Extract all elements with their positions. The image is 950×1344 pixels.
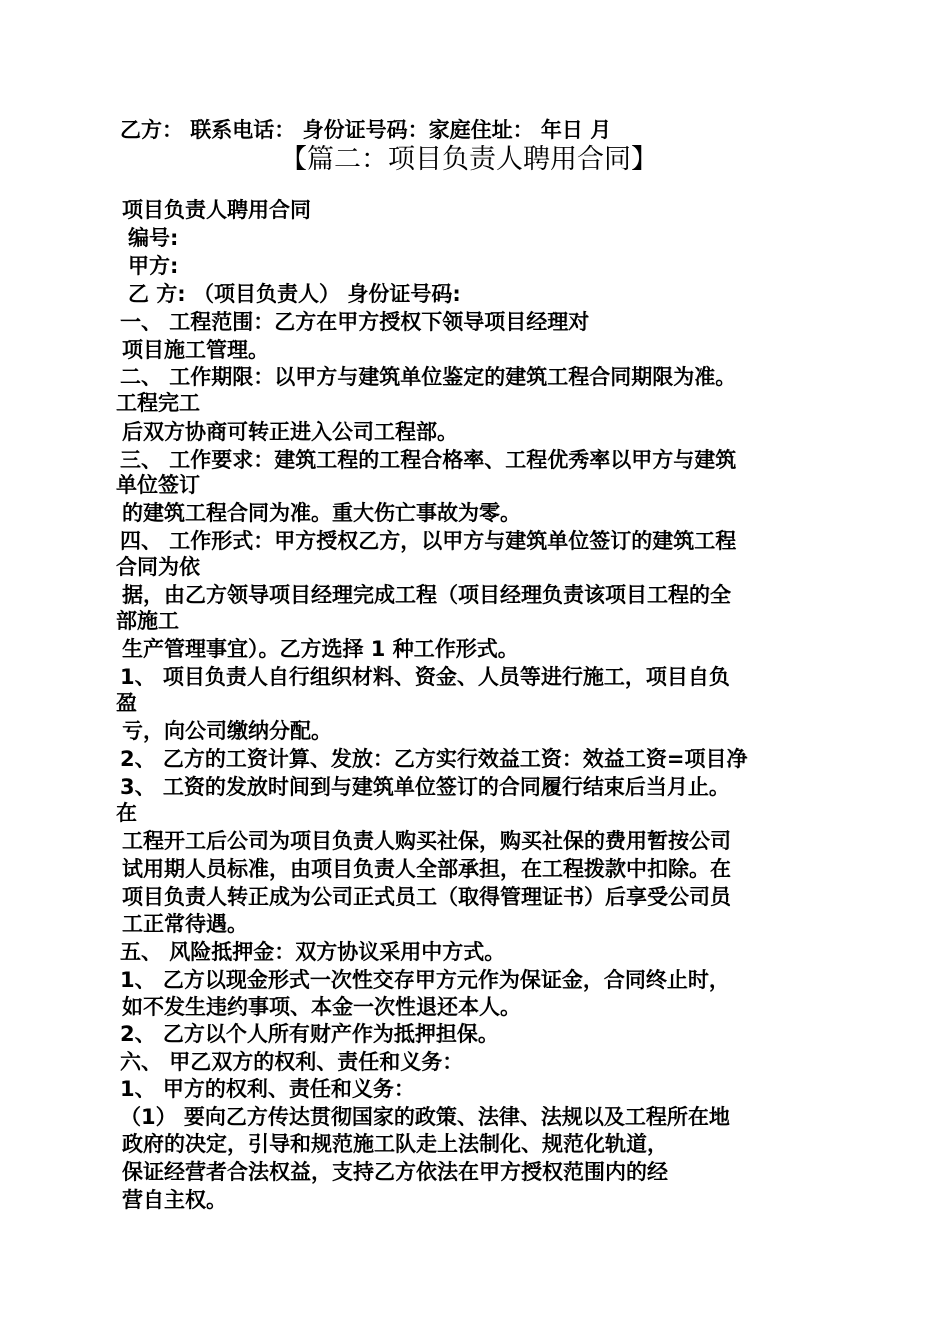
body-line-26: 项目负责人转正成为公司正式员工（取得管理证书）后享受公司员 — [122, 885, 731, 909]
body-line-33: 1、 甲方的权利、责任和义务： — [120, 1077, 415, 1101]
body-line-32: 六、 甲乙双方的权利、责任和义务： — [120, 1050, 464, 1074]
body-line-11: 单位签订 — [116, 473, 200, 497]
body-line-18: 1、 项目负责人自行组织材料、资金、人员等进行施工，项目自负 — [120, 665, 730, 689]
body-line-23: 在 — [116, 801, 137, 825]
body-line-22: 3、 工资的发放时间到与建筑单位签订的合同履行结束后当月止。 — [120, 775, 730, 799]
body-line-31: 2、 乙方以个人所有财产作为抵押担保。 — [120, 1022, 499, 1046]
header-line: 乙方： 联系电话： 身份证号码：家庭住址： 年日 月 — [120, 118, 612, 142]
body-line-19: 盈 — [116, 691, 137, 715]
section-title: 【篇二：项目负责人聘用合同】 — [280, 144, 658, 175]
body-line-20: 亏，向公司缴纳分配。 — [122, 719, 332, 743]
body-line-5: 一、 工程范围：乙方在甲方授权下领导项目经理对 — [120, 310, 590, 334]
body-line-25: 试用期人员标准，由项目负责人全部承担，在工程拨款中扣除。在 — [122, 857, 731, 881]
body-line-2: 编号: — [128, 226, 179, 250]
body-line-10: 三、 工作要求：建筑工程的工程合格率、工程优秀率以甲方与建筑 — [120, 448, 737, 472]
body-line-16: 部施工 — [116, 609, 179, 633]
body-line-8: 工程完工 — [116, 391, 200, 415]
body-line-12: 的建筑工程合同为准。重大伤亡事故为零。 — [122, 501, 521, 525]
body-line-13: 四、 工作形式：甲方授权乙方，以甲方与建筑单位签订的建筑工程 — [120, 529, 737, 553]
body-line-34: （1） 要向乙方传达贯彻国家的政策、法律、法规以及工程所在地 — [120, 1105, 730, 1129]
body-line-30: 如不发生违约事项、本金一次性退还本人。 — [122, 995, 521, 1019]
body-line-15: 据，由乙方领导项目经理完成工程（项目经理负责该项目工程的全 — [122, 583, 731, 607]
body-line-36: 保证经营者合法权益，支持乙方依法在甲方授权范围内的经 — [122, 1160, 668, 1184]
body-line-9: 后双方协商可转正进入公司工程部。 — [122, 420, 458, 444]
body-line-24: 工程开工后公司为项目负责人购买社保，购买社保的费用暂按公司 — [122, 829, 731, 853]
body-line-27: 工正常待遇。 — [122, 912, 248, 936]
body-line-14: 合同为依 — [116, 555, 200, 579]
body-line-37: 营自主权。 — [122, 1188, 227, 1212]
body-line-1: 项目负责人聘用合同 — [122, 198, 311, 222]
body-line-3: 甲方: — [128, 254, 179, 278]
body-line-28: 五、 风险抵押金：双方协议采用中方式。 — [120, 940, 506, 964]
body-line-29: 1、 乙方以现金形式一次性交存甲方元作为保证金，合同终止时， — [120, 968, 730, 992]
body-line-7: 二、 工作期限：以甲方与建筑单位鉴定的建筑工程合同期限为准。 — [120, 365, 737, 389]
body-line-35: 政府的决定，引导和规范施工队走上法制化、规范化轨道， — [122, 1132, 668, 1156]
body-line-21: 2、 乙方的工资计算、发放：乙方实行效益工资：效益工资=项目净 — [120, 747, 748, 771]
body-line-6: 项目施工管理。 — [122, 338, 269, 362]
body-line-4: 乙 方: （项目负责人） 身份证号码: — [128, 282, 461, 306]
body-line-17: 生产管理事宜）。乙方选择 1 种工作形式。 — [122, 637, 519, 661]
